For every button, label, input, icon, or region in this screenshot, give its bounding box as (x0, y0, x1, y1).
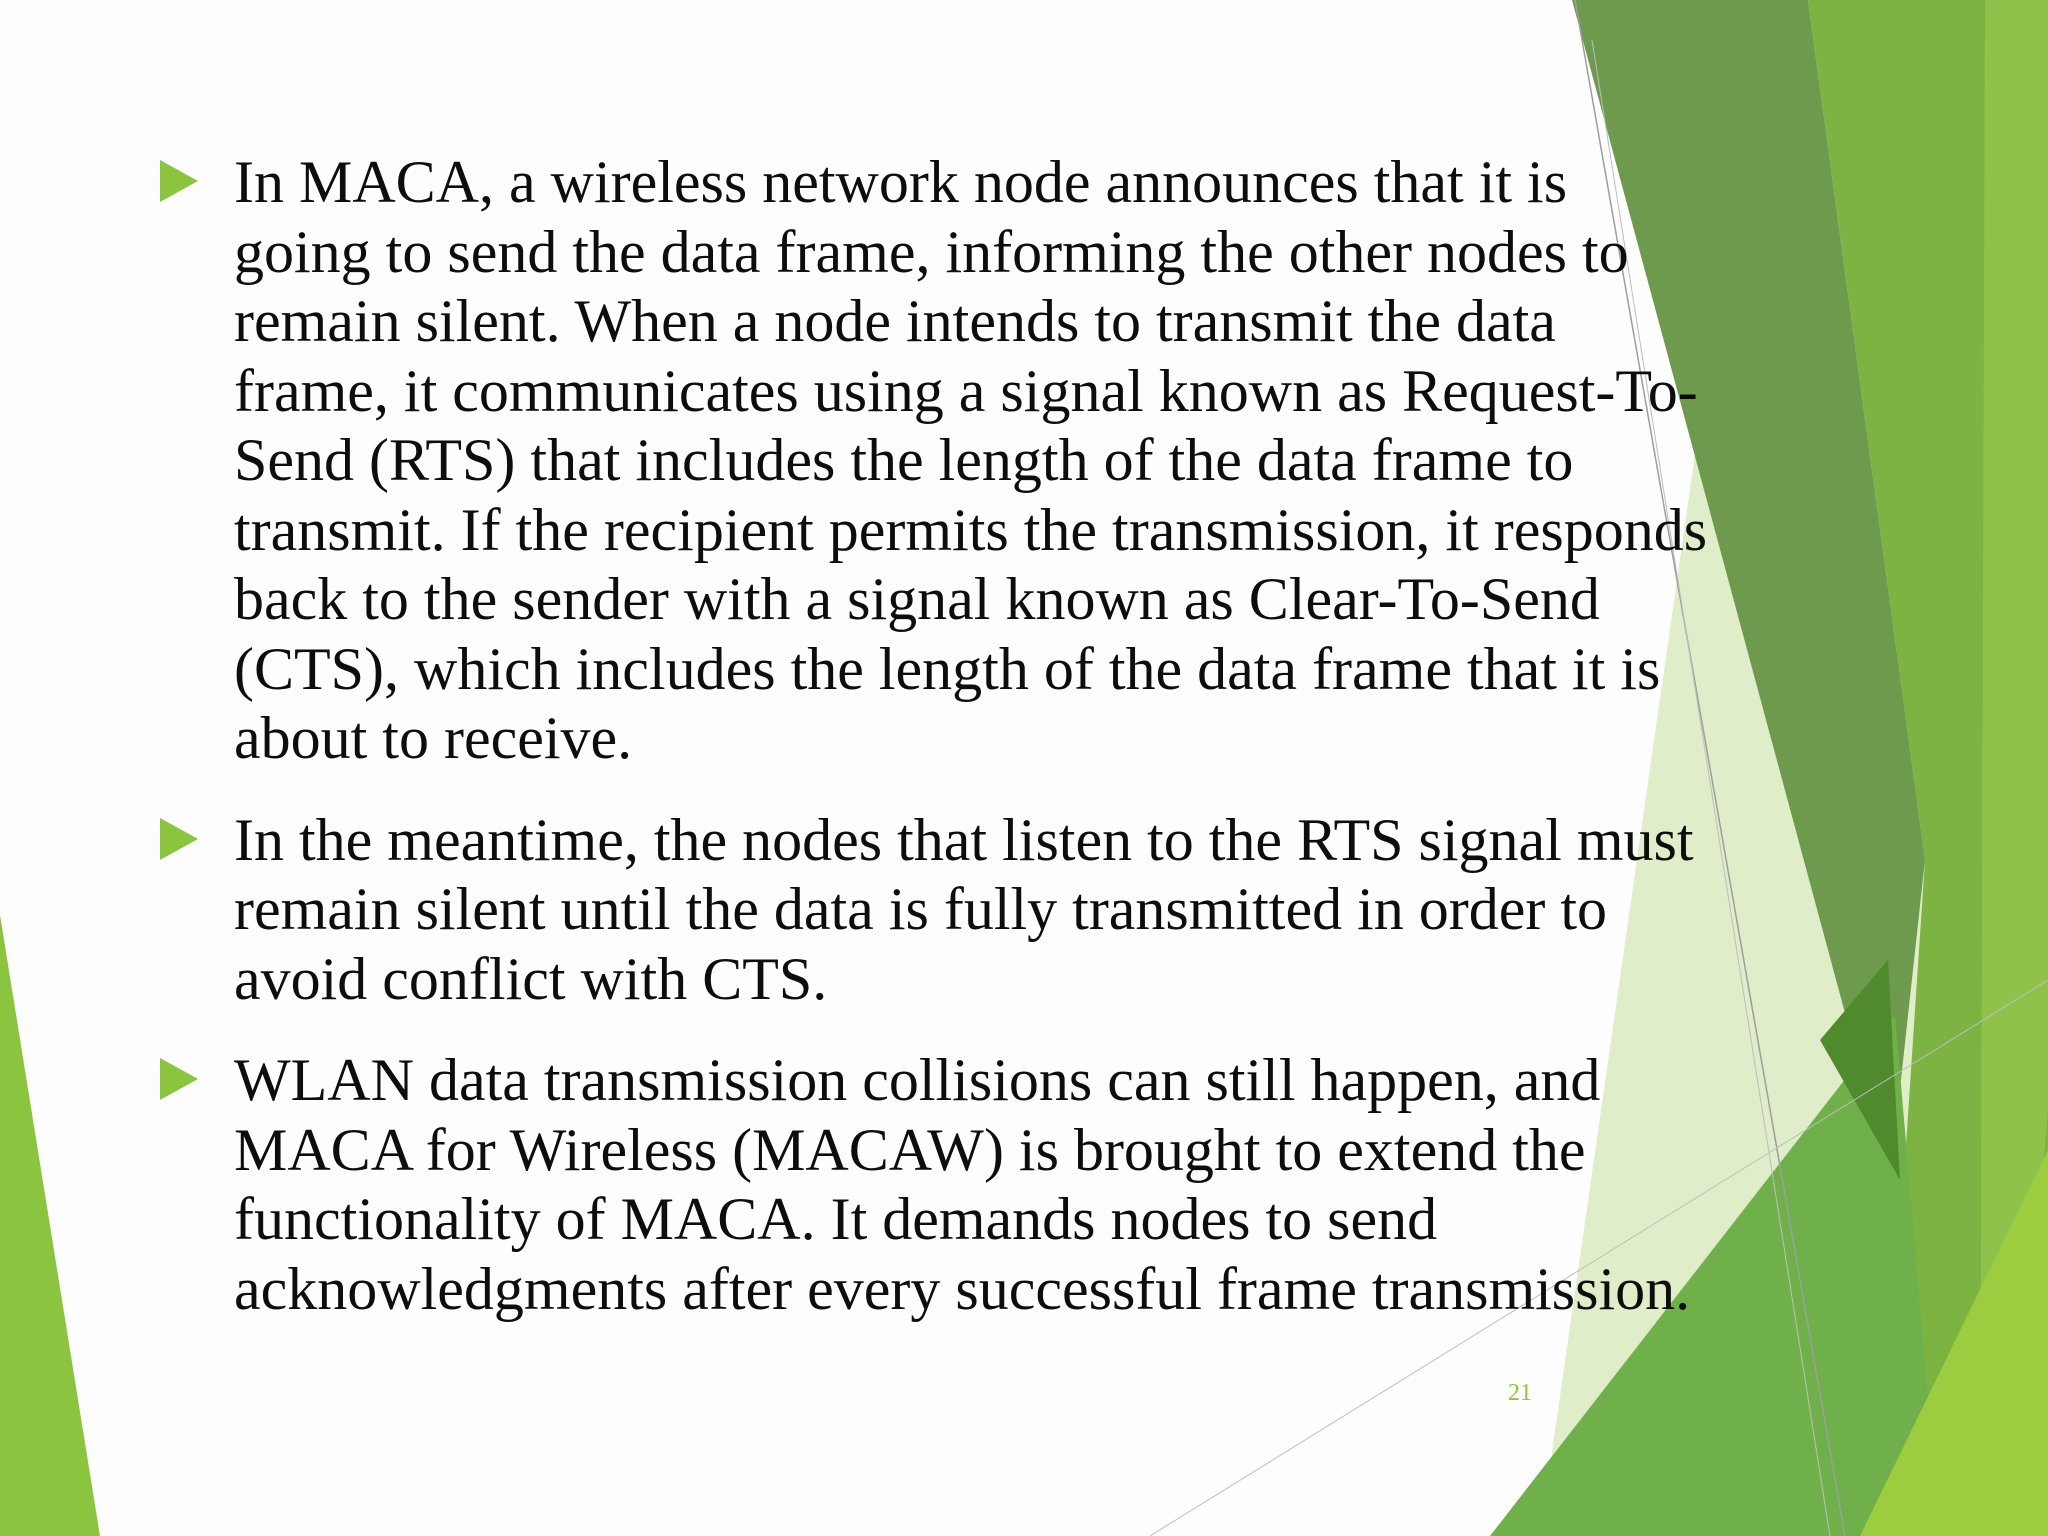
bullet-arrow-icon (160, 160, 198, 202)
bullet-text: WLAN data transmission collisions can still happen, and MACA for Wireless (MACAW) is brought to extend the functionality of MACA. It demands nodes to send acknowledgments after every successful frame transmission. (234, 1047, 1691, 1322)
bullet-item-1 (158, 148, 1718, 774)
bullet-text: In the meantime, the nodes that listen to the RTS signal must remain silent until the data is fully transmitted in order to avoid conflict with CTS. (234, 806, 1694, 1012)
left-green-sliver (0, 915, 100, 1536)
bullet-item-2 (158, 806, 1718, 1015)
bullet-text: In MACA, a wireless network node announces that it is going to send the data frame, informing the other nodes to remain silent. When a node intends to transmit the data frame, it communicates using a signal known as Request-To-Send (RTS) that includes the length of the data frame to transmit. If the recipient permits the transmission, it responds back to the sender with a signal known as Clear-To-Send (CTS), which includes the length of the data frame that it is about to receive. (234, 149, 1708, 771)
bullet-list (158, 148, 1718, 1356)
bullet-arrow-icon (160, 818, 198, 860)
slide-number: 21 (1508, 1380, 1532, 1406)
bullet-item-3 (158, 1046, 1718, 1324)
bullet-arrow-icon (160, 1058, 198, 1100)
